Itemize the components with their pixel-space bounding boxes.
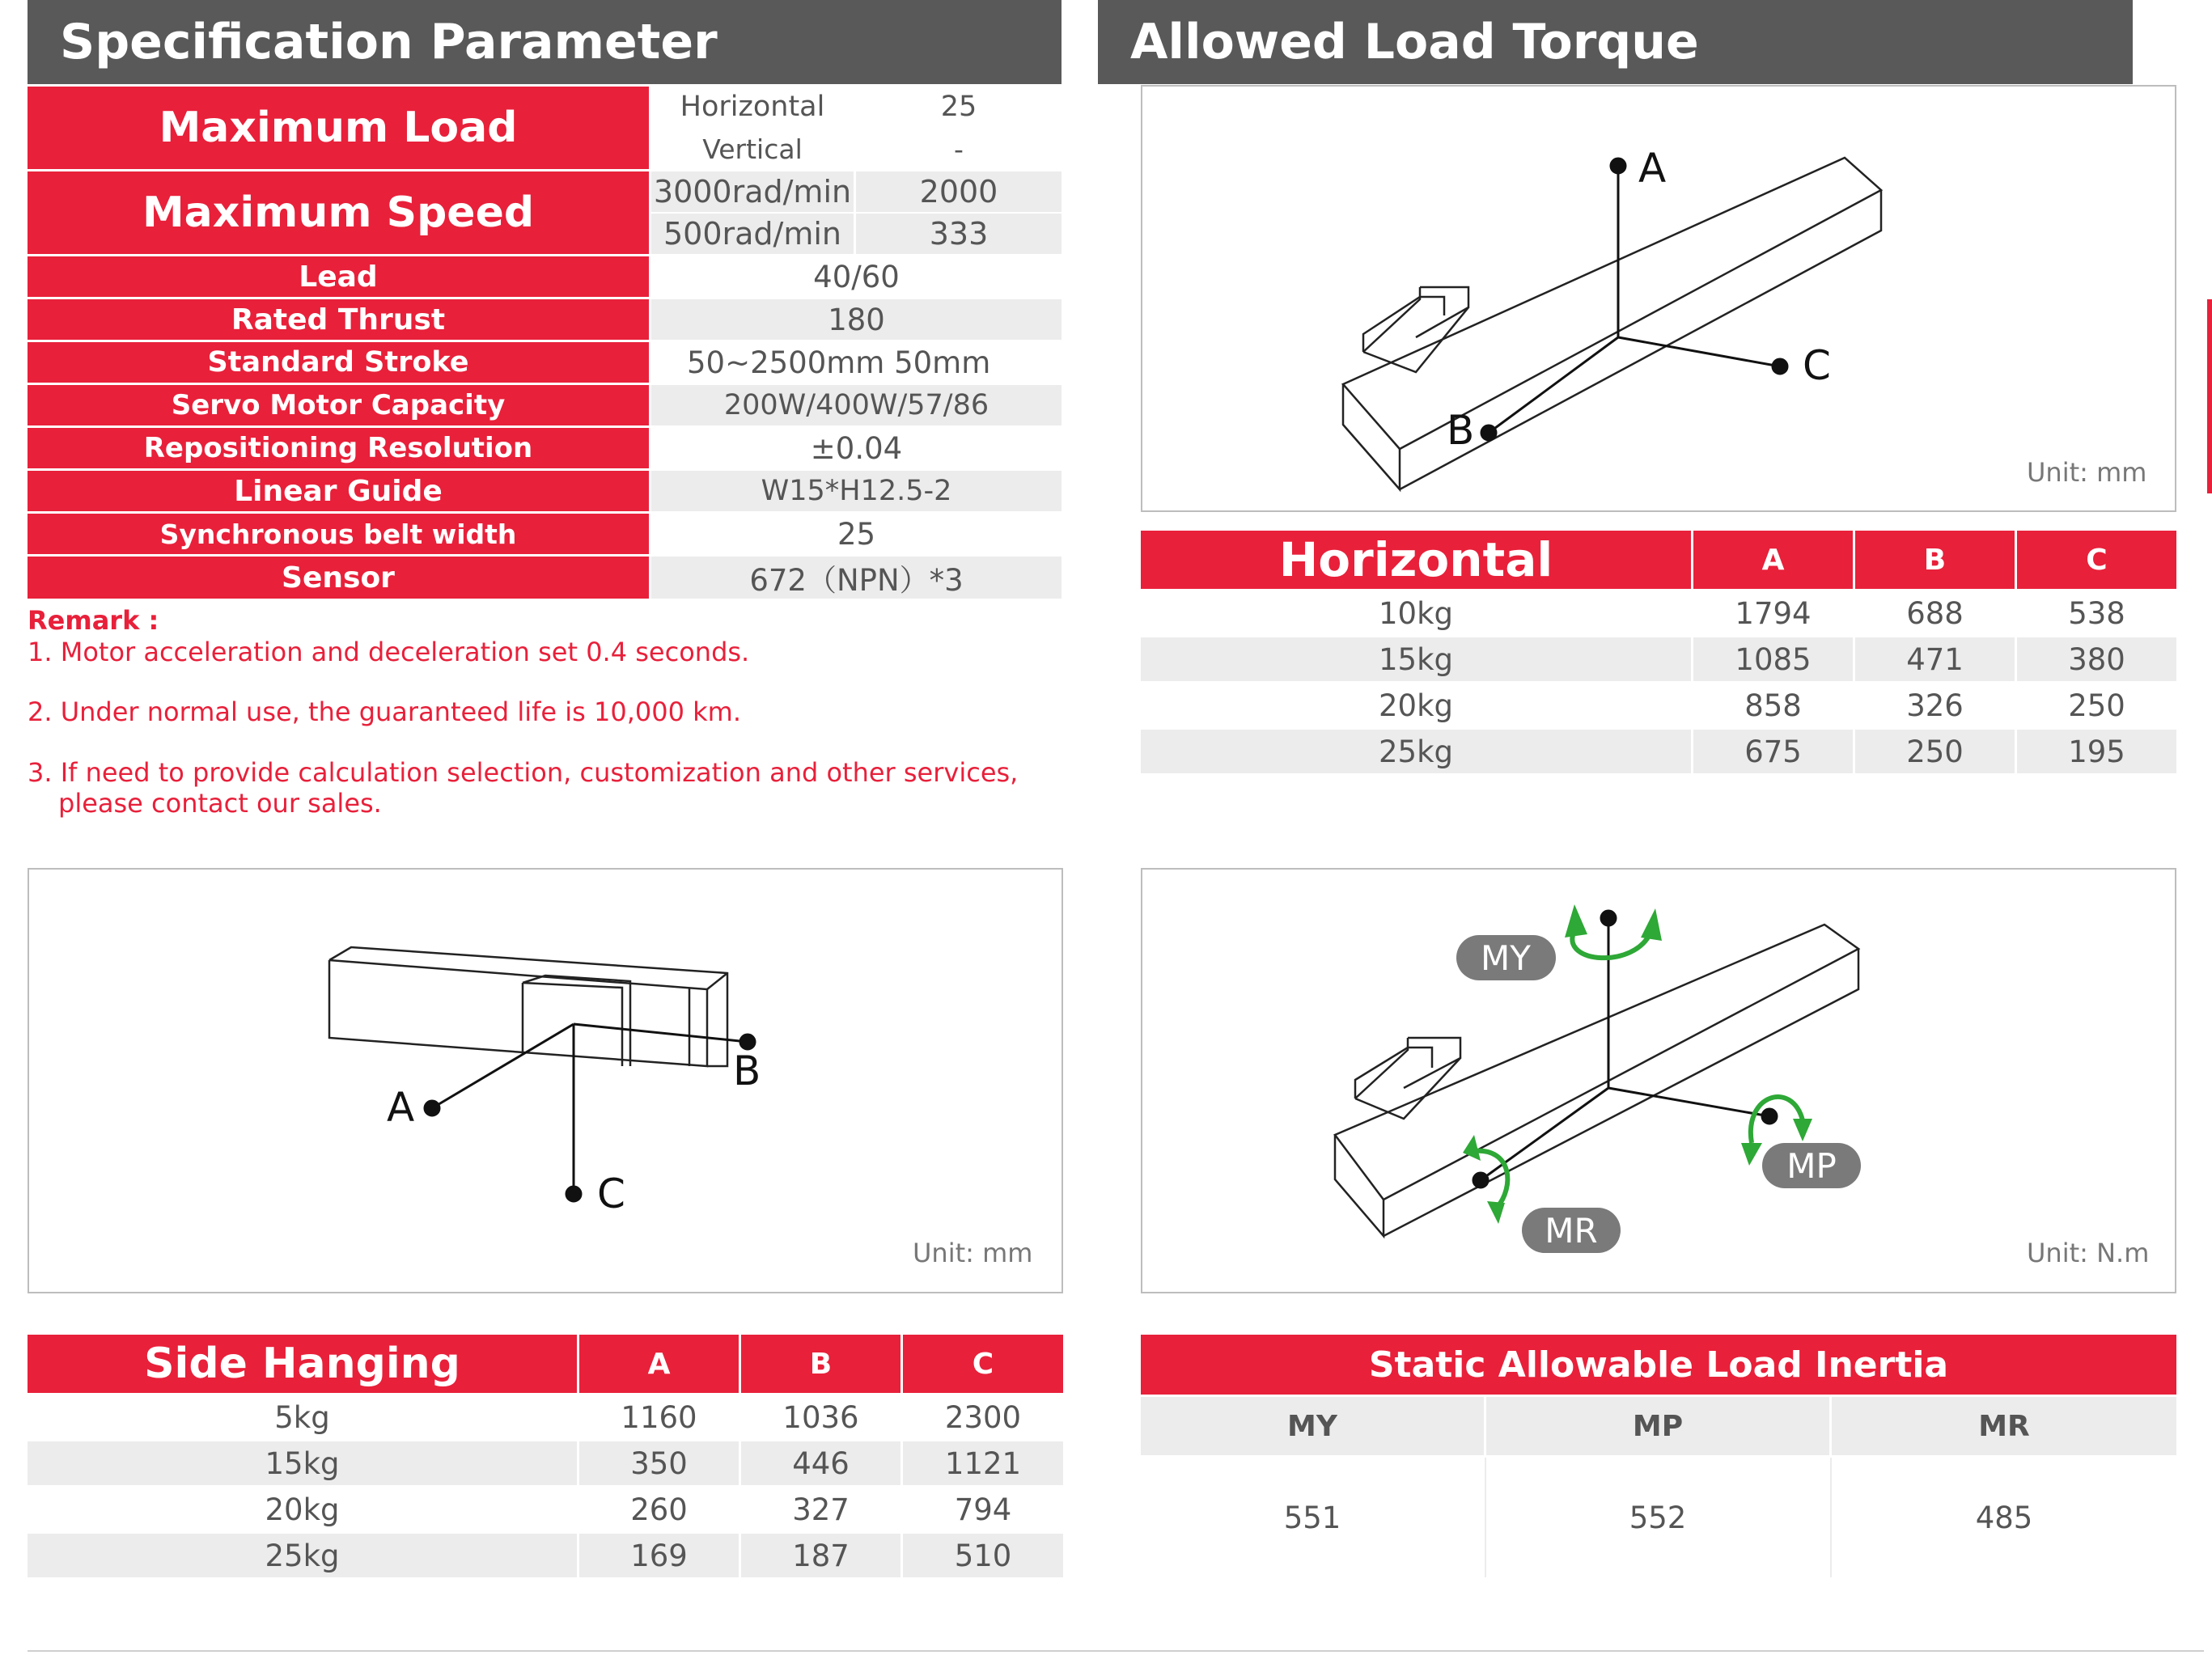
side-row-2-b: 446 [741, 1441, 900, 1485]
side-row-2-c: 1121 [903, 1441, 1063, 1485]
max-speed-3000-name: 3000rad/min [651, 171, 854, 212]
max-load-horizontal-value: 25 [856, 87, 1062, 127]
horizontal-header-a: A [1693, 531, 1853, 589]
spec-row-stroke-value: 50~2500mm 50mm [651, 342, 1062, 383]
moment-label-mp: MP [1786, 1146, 1837, 1186]
spec-row-sensor-value: 672（NPN）*3 [651, 557, 1062, 599]
horizontal-row-1-b: 688 [1855, 591, 2015, 635]
side-row-3-c: 794 [903, 1488, 1063, 1531]
max-speed-3000-value: 2000 [856, 171, 1062, 212]
horizontal-header-c: C [2017, 531, 2176, 589]
horizontal-row-3-b: 326 [1855, 684, 2015, 727]
side-row-4-c: 510 [903, 1534, 1063, 1577]
horizontal-load-diagram [1141, 85, 2176, 512]
horizontal-row-4-c: 195 [2017, 730, 2176, 773]
inertia-value-my: 551 [1141, 1458, 1484, 1577]
diagram3-unit: Unit: N.m [2027, 1238, 2150, 1268]
max-speed-label: Maximum Speed [28, 171, 649, 254]
horizontal-row-1-a: 1794 [1693, 591, 1853, 635]
side-row-1-load: 5kg [28, 1395, 577, 1439]
side-header-a: A [579, 1335, 739, 1393]
spec-title: Specification Parameter [28, 0, 1062, 84]
horizontal-row-1-c: 538 [2017, 591, 2176, 635]
side-hanging-diagram [28, 868, 1063, 1293]
horizontal-row-3-c: 250 [2017, 684, 2176, 727]
side-row-4-a: 169 [579, 1534, 739, 1577]
horizontal-row-3-load: 20kg [1141, 684, 1691, 727]
horizontal-row-4-b: 250 [1855, 730, 2015, 773]
horizontal-row-2-a: 1085 [1693, 637, 1853, 681]
horizontal-header-title: Horizontal [1141, 531, 1691, 589]
side-row-1-b: 1036 [741, 1395, 900, 1439]
side-row-3-b: 327 [741, 1488, 900, 1531]
spec-row-belt-label: Synchronous belt width [28, 514, 649, 554]
side-header-b: B [741, 1335, 900, 1393]
spec-row-lead-value: 40/60 [651, 256, 1062, 297]
side-row-3-a: 260 [579, 1488, 739, 1531]
spec-row-thrust-value: 180 [651, 299, 1062, 340]
horizontal-row-2-load: 15kg [1141, 637, 1691, 681]
horizontal-row-3-a: 858 [1693, 684, 1853, 727]
side-row-3-load: 20kg [28, 1488, 577, 1531]
diagram1-label-b: B [1447, 407, 1475, 454]
side-row-1-a: 1160 [579, 1395, 739, 1439]
remark-item-2: 2. Under normal use, the guaranteed life is 10,000 km. [28, 696, 742, 727]
remark-item-3-cont: please contact our sales. [58, 788, 382, 819]
diagram1-label-a: A [1638, 145, 1667, 192]
inertia-header-my: MY [1141, 1397, 1484, 1455]
side-row-2-a: 350 [579, 1441, 739, 1485]
side-header-title: Side Hanging [28, 1335, 577, 1393]
max-load-horizontal-name: Horizontal [651, 87, 854, 127]
spec-row-guide-label: Linear Guide [28, 471, 649, 511]
spec-row-resolution-value: ±0.04 [651, 428, 1062, 468]
spec-row-guide-value: W15*H12.5-2 [651, 471, 1062, 511]
remark-title: Remark : [28, 605, 159, 636]
spec-row-resolution-label: Repositioning Resolution [28, 428, 649, 468]
right-edge-accent [2207, 299, 2212, 493]
max-load-label: Maximum Load [28, 87, 649, 169]
remark-item-1: 1. Motor acceleration and deceleration set 0.4 seconds. [28, 637, 750, 667]
horizontal-row-4-load: 25kg [1141, 730, 1691, 773]
side-row-4-load: 25kg [28, 1534, 577, 1577]
horizontal-header-b: B [1855, 531, 2015, 589]
max-load-vertical-name: Vertical [651, 129, 854, 169]
spec-row-belt-value: 25 [651, 514, 1062, 554]
diagram2-label-b: B [733, 1048, 761, 1094]
inertia-value-mp: 552 [1486, 1458, 1829, 1577]
diagram2-label-c: C [597, 1170, 625, 1217]
max-speed-500-name: 500rad/min [651, 214, 854, 254]
spec-row-sensor-label: Sensor [28, 557, 649, 599]
inertia-header-mr: MR [1832, 1397, 2176, 1455]
diagram1-unit: Unit: mm [2027, 457, 2147, 488]
horizontal-row-2-b: 471 [1855, 637, 2015, 681]
diagram2-label-a: A [387, 1084, 415, 1131]
side-row-2-load: 15kg [28, 1441, 577, 1485]
spec-row-servo-label: Servo Motor Capacity [28, 385, 649, 425]
inertia-title: Static Allowable Load Inertia [1141, 1335, 2176, 1395]
bottom-rule [28, 1650, 2204, 1652]
inertia-value-mr: 485 [1832, 1458, 2176, 1577]
max-speed-500-value: 333 [856, 214, 1062, 254]
spec-row-servo-value: 200W/400W/57/86 [651, 385, 1062, 425]
horizontal-row-4-a: 675 [1693, 730, 1853, 773]
side-row-1-c: 2300 [903, 1395, 1063, 1439]
diagram2-unit: Unit: mm [913, 1238, 1033, 1268]
spec-row-thrust-label: Rated Thrust [28, 299, 649, 340]
torque-title: Allowed Load Torque [1098, 0, 2133, 84]
moment-diagram [1141, 868, 2176, 1293]
moment-label-mr: MR [1545, 1211, 1598, 1251]
side-row-4-b: 187 [741, 1534, 900, 1577]
diagram1-label-c: C [1803, 342, 1831, 389]
remark-item-3: 3. If need to provide calculation selection, customization and other services, [28, 757, 1019, 788]
spec-row-lead-label: Lead [28, 256, 649, 297]
max-load-vertical-value: - [856, 129, 1062, 169]
moment-label-my: MY [1481, 938, 1531, 978]
horizontal-row-2-c: 380 [2017, 637, 2176, 681]
inertia-header-mp: MP [1486, 1397, 1829, 1455]
side-header-c: C [903, 1335, 1063, 1393]
horizontal-row-1-load: 10kg [1141, 591, 1691, 635]
spec-row-stroke-label: Standard Stroke [28, 342, 649, 383]
